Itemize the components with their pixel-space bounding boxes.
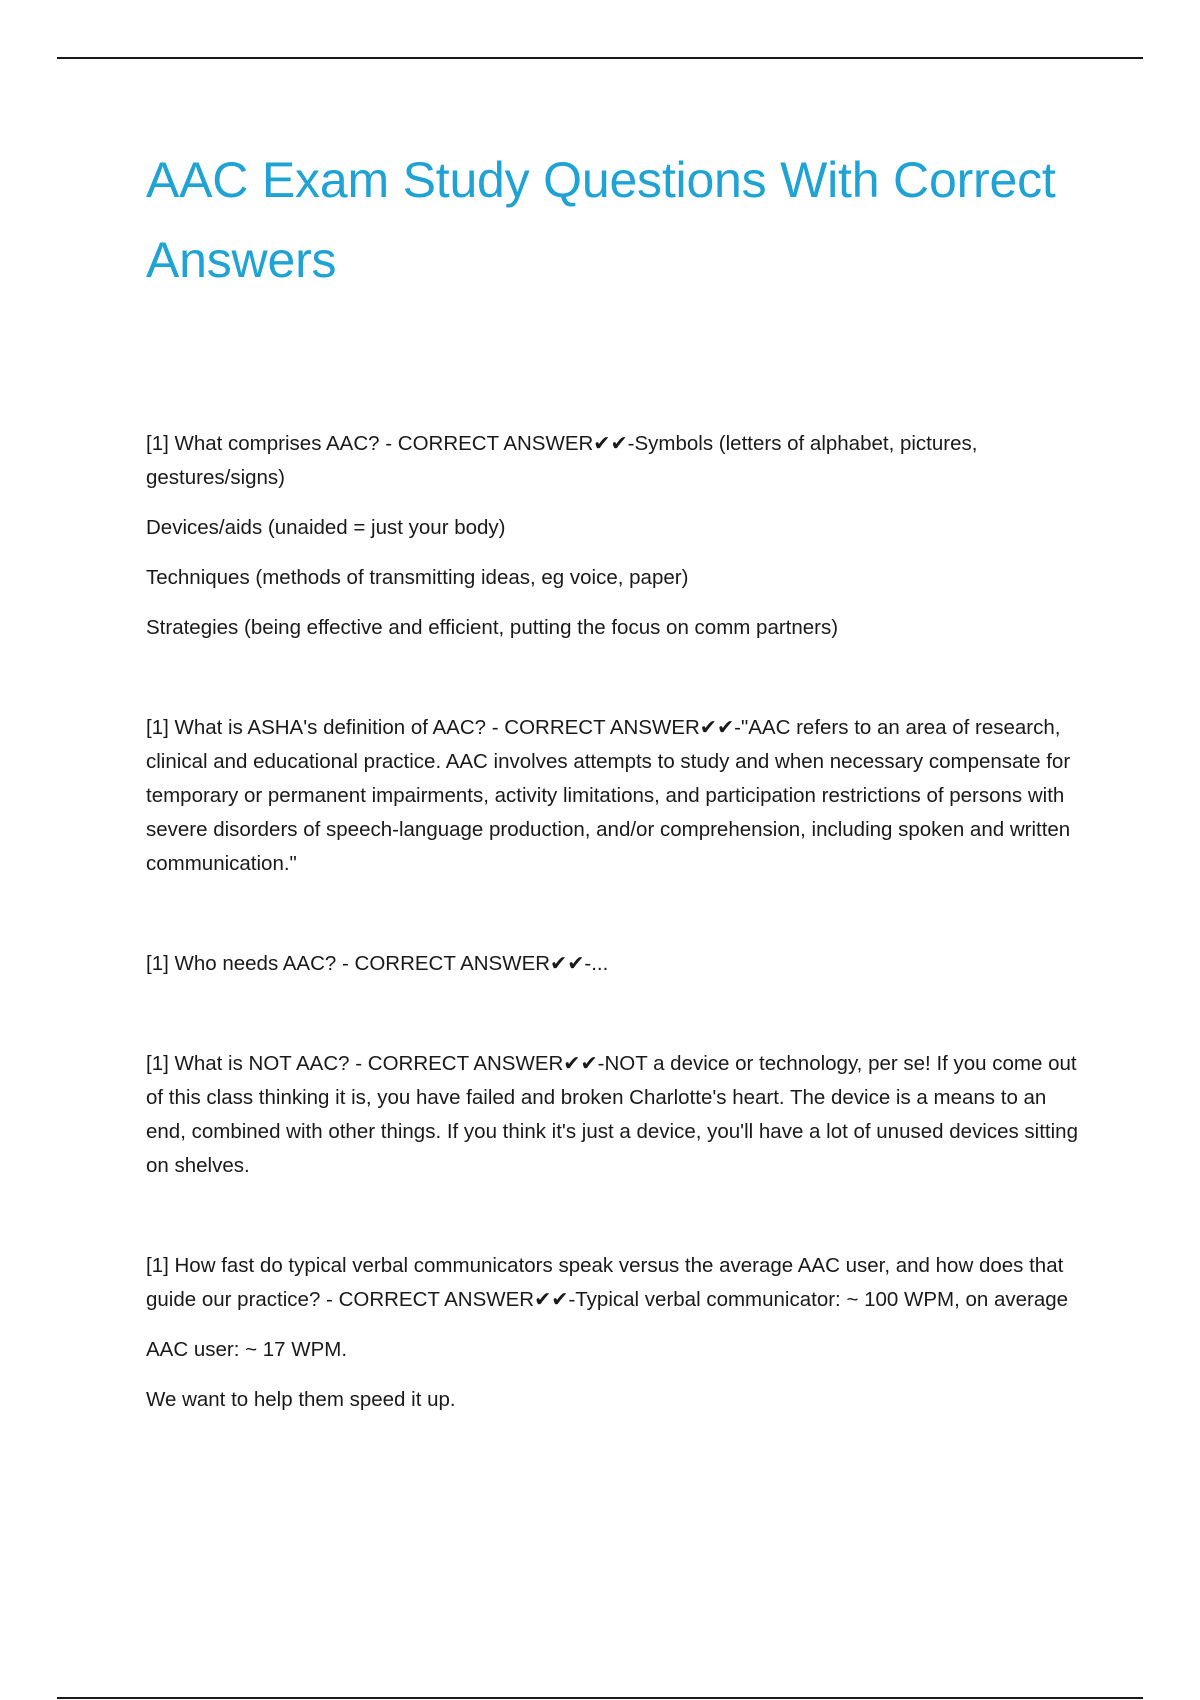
question-text: [1] Who needs AAC? - CORRECT ANSWER✔✔-... (146, 952, 609, 975)
answer-paragraph: Techniques (methods of transmitting ideas, eg voice, paper) (146, 566, 689, 589)
question-list (146, 427, 1086, 1417)
question-text: [1] What comprises AAC? - CORRECT ANSWER✔✔-Symbols (letters of alphabet, pictures, gestures/signs) (146, 432, 978, 489)
question-block (146, 711, 1086, 881)
document-body (146, 140, 1086, 1483)
answer-paragraph: Strategies (being effective and efficient, putting the focus on comm partners) (146, 616, 839, 639)
footer-rule (57, 1697, 1143, 1699)
question-text: [1] How fast do typical verbal communicators speak versus the average AAC user, and how does that guide our practice? - CORRECT ANSWER✔✔-Typical verbal communicator: ~ 100 WPM, on average (146, 1254, 1069, 1311)
document-title: AAC Exam Study Questions With Correct Answers (146, 152, 1056, 288)
question-block (146, 1249, 1086, 1417)
answer-paragraph: AAC user: ~ 17 WPM. (146, 1338, 348, 1361)
answer-paragraph: We want to help them speed it up. (146, 1388, 456, 1411)
question-block (146, 1047, 1086, 1183)
question-block (146, 947, 1086, 981)
question-text: [1] What is ASHA's definition of AAC? - CORRECT ANSWER✔✔-"AAC refers to an area of research, clinical and educational practice. AAC involves attempts to study and when necessary compensate for temporary or permanent impairments, activity limitations, and participation restrictions of persons with severe disorders of speech-language production, and/or comprehension, including spoken and written communication." (146, 716, 1071, 875)
question-text: [1] What is NOT AAC? - CORRECT ANSWER✔✔-NOT a device or technology, per se! If you come out of this class thinking it is, you have failed and broken Charlotte's heart. The device is a means to an end, combined with other things. If you think it's just a device, you'll have a lot of unused devices sitting on shelves. (146, 1052, 1078, 1177)
answer-paragraph: Devices/aids (unaided = just your body) (146, 516, 506, 539)
header-rule (57, 57, 1143, 59)
question-block (146, 427, 1086, 645)
